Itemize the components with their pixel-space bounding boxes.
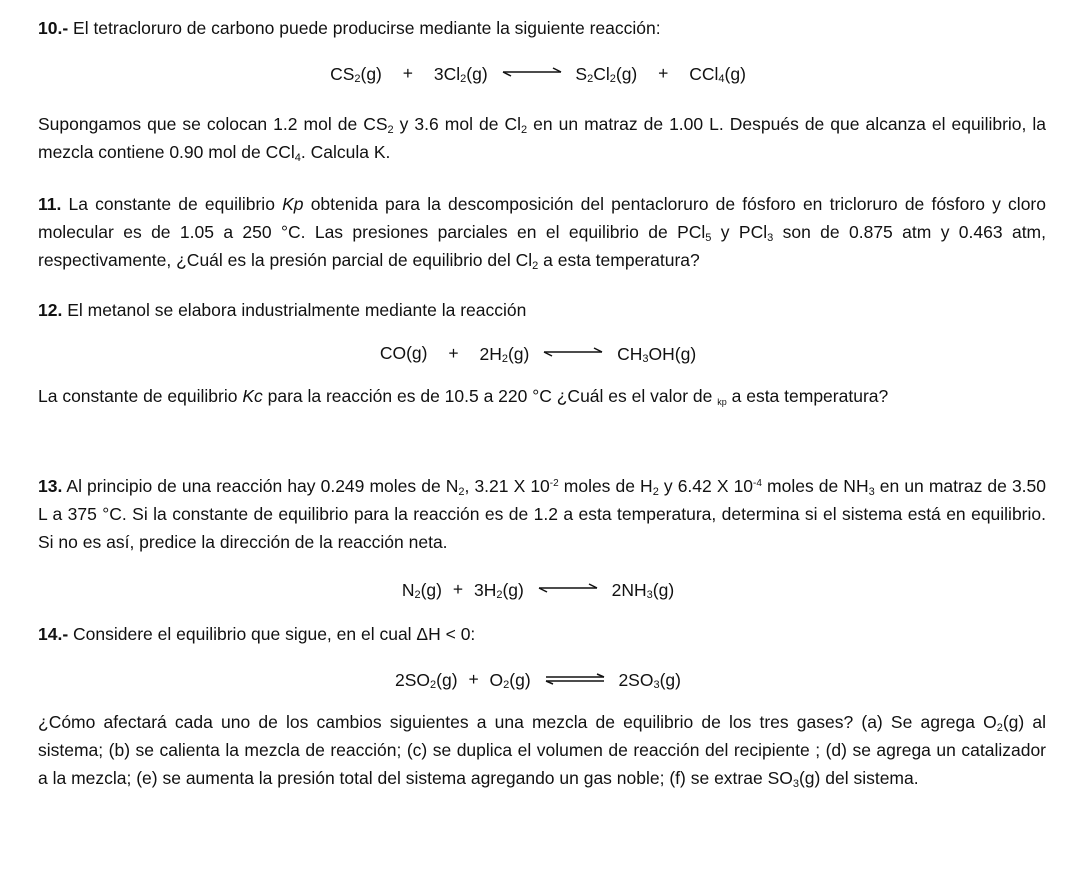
problem-number: 14.- (38, 624, 69, 644)
problem-12-body: La constante de equilibrio Kc para la reacción es de 10.5 a 220 °C ¿Cuál es el valor de kp a esta temperatura? (38, 386, 889, 407)
equation-cs2-cl2: $CS_2(g) + 3Cl_2(g)$ $S_2Cl_2(g) + CCl_4(g)$ (330, 63, 746, 85)
equation-methanol: $CO(g) + 2H_2(g)$ $CH_3OH(g)$ (379, 343, 697, 365)
equilibrium-arrow-icon (537, 583, 599, 595)
equilibrium-arrow-icon (501, 67, 563, 79)
problem-number: 10.- (38, 18, 69, 38)
equation-sulfur-trioxide: $2SO_2(g) + O_2(g)$ $2SO_3(g)$ (395, 669, 681, 691)
problem-10-heading (38, 14, 1046, 42)
equilibrium-arrow-icon (544, 673, 606, 685)
equilibrium-arrow-icon (542, 347, 604, 359)
equation-ammonia: $N_2(g) + 3H_2(g)$ $2NH_3(g)$ (401, 579, 675, 601)
problem-14-body: ¿Cómo afectará cada uno de los cambios siguientes a una mezcla de equilibrio de los tres gases? (a) Se agrega $O_2(g)$ al sistema; (b) se calienta la mezcla de reacción; (c) se duplica el volumen de reacción del recipiente ; (d) se agrega un catalizador a la mezcla; (e) se aumenta la presión total del sistema agregando un gas noble; (f) se extrae $SO_3(g)$ del sistema. (38, 712, 1047, 790)
problem-11: 11. La constante de equilibrio Kp obtenida para la descomposición del pentacloruro de fósforo en tricloruro de fósforo y cloro molecular es de 1.05 a 250 °C. Las presiones parciales en el equilibrio de PCl$_5$ y PCl$_3$ son de 0.875 atm y 0.463 atm, respectivamente, ¿Cuál es la presión parcial de equilibrio del $Cl_2$ a esta temperatura? (38, 194, 1046, 272)
problem-13: 13. Al principio de una reacción hay 0.249 moles de $N_2$, 3.21 X $10^{-2}$ moles de $H_2$ y 6.42 X $10^{-4}$ moles de $NH_3$ en un matraz de 3.50 L a 375 °C. Si la constante de equilibrio para la reacción es de 1.2 a esta temperatura, determina si el sistema está en equilibrio. Si no es así, predice la dirección de la reacción neta. (38, 476, 1047, 552)
problem-number: 11. (38, 194, 62, 214)
problem-12-heading: 12. El metanol se elabora industrialmente mediante la reacción (38, 300, 527, 320)
problem-number: 12. (38, 300, 63, 320)
problem-10-body: Supongamos que se colocan 1.2 mol de $CS_2$ y 3.6 mol de $Cl_2$ en un matraz de 1.00 L. Después de que alcanza el equilibrio, la mezcla contiene 0.90 mol de CCl$_4$. Calcula K. (38, 114, 1047, 164)
problem-number: 13. (38, 476, 63, 496)
problem-14-heading: 14.- Considere el equilibrio que sigue, en el cual ΔH < 0: (38, 624, 476, 644)
problem-title: El tetracloruro de carbono puede producirse mediante la siguiente reacción: (68, 18, 661, 38)
